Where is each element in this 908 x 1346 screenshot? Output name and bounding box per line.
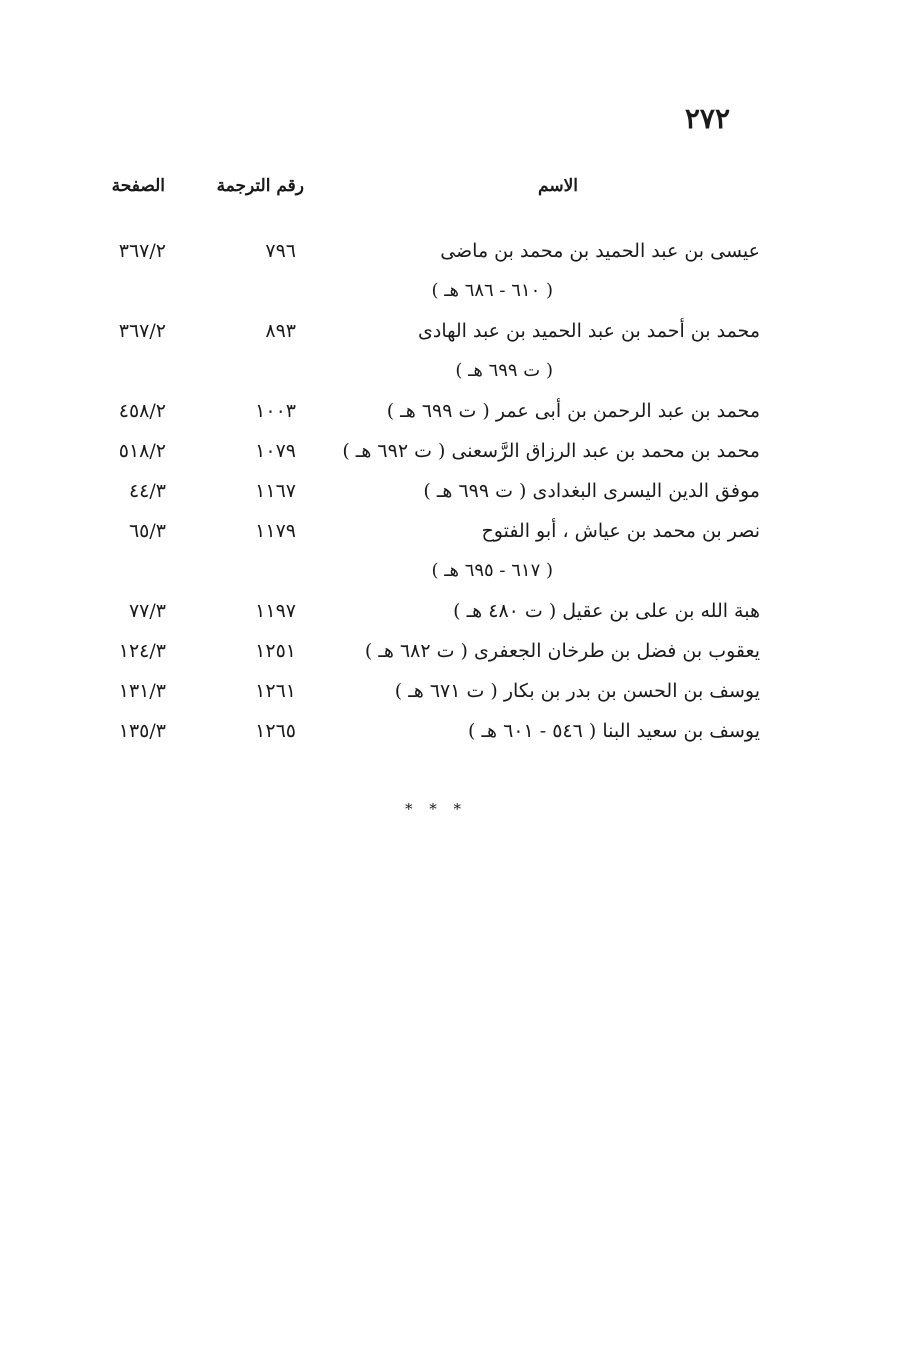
entry-dates-line [0, 556, 908, 596]
entry-page: ١٣١/٣ [118, 680, 166, 702]
index-entry [0, 636, 908, 676]
entry-number: ١٢٦١ [255, 680, 296, 702]
index-entry [0, 396, 908, 436]
index-entry [0, 716, 908, 756]
entry-dates: ( ٦١٧ - ٦٩٥ هـ ) [431, 560, 553, 581]
index-entry [0, 676, 908, 716]
entry-number: ١١٧٩ [255, 520, 296, 542]
entry-name: يوسف بن الحسن بن بدر بن بكار ( ت ٦٧١ هـ ) [394, 680, 760, 702]
index-entry [0, 236, 908, 276]
index-entry [0, 476, 908, 516]
index-entries [0, 236, 908, 756]
entry-name: موفق الدين اليسرى البغدادى ( ت ٦٩٩ هـ ) [423, 480, 760, 502]
index-entry [0, 516, 908, 556]
entry-page: ١٢٤/٣ [118, 640, 166, 662]
header-biography-number: رقم الترجمة [216, 176, 304, 196]
entry-number: ١٢٥١ [255, 640, 296, 662]
entry-name: محمد بن عبد الرحمن بن أبى عمر ( ت ٦٩٩ هـ ) [386, 400, 760, 422]
entry-number: ١٠٧٩ [255, 440, 296, 462]
entry-name: محمد بن أحمد بن عبد الحميد بن عبد الهادى [417, 320, 760, 342]
entry-name: هبة الله بن على بن عقيل ( ت ٤٨٠ هـ ) [453, 600, 760, 622]
page-number: ٢٧٢ [684, 102, 730, 135]
index-entry [0, 316, 908, 356]
index-entry [0, 436, 908, 476]
header-page: الصفحة [111, 176, 165, 196]
index-entry [0, 596, 908, 636]
entry-dates: ( ت ٦٩٩ هـ ) [455, 360, 553, 381]
entry-number: ١٠٠٣ [255, 400, 296, 422]
entry-page: ٣٦٧/٢ [118, 240, 166, 262]
entry-page: ٤٥٨/٢ [118, 400, 166, 422]
header-name: الاسم [538, 176, 578, 196]
entry-name: محمد بن محمد بن عبد الرزاق الرَّسعنى ( ت ٦٩٢ هـ ) [342, 440, 760, 462]
entry-page: ٤٤/٣ [128, 480, 166, 502]
entry-name: يوسف بن سعيد البنا ( ٥٤٦ - ٦٠١ هـ ) [468, 720, 760, 742]
entry-dates-line [0, 356, 908, 396]
entry-page: ٧٧/٣ [128, 600, 166, 622]
entry-number: ١١٩٧ [255, 600, 296, 622]
column-headers [0, 176, 908, 206]
entry-page: ١٣٥/٣ [118, 720, 166, 742]
section-end-mark: * * * [405, 800, 468, 818]
entry-number: ٨٩٣ [265, 320, 296, 342]
entry-page: ٦٥/٣ [128, 520, 166, 542]
entry-page: ٣٦٧/٢ [118, 320, 166, 342]
entry-page: ٥١٨/٢ [118, 440, 166, 462]
entry-number: ١١٦٧ [255, 480, 296, 502]
entry-name: عيسى بن عبد الحميد بن محمد بن ماضى [440, 240, 760, 262]
entry-number: ١٢٦٥ [255, 720, 296, 742]
entry-name: نصر بن محمد بن عياش ، أبو الفتوح [481, 520, 760, 542]
entry-dates: ( ٦١٠ - ٦٨٦ هـ ) [431, 280, 553, 301]
entry-number: ٧٩٦ [265, 240, 296, 262]
entry-dates-line [0, 276, 908, 316]
entry-name: يعقوب بن فضل بن طرخان الجعفرى ( ت ٦٨٢ هـ ) [364, 640, 760, 662]
